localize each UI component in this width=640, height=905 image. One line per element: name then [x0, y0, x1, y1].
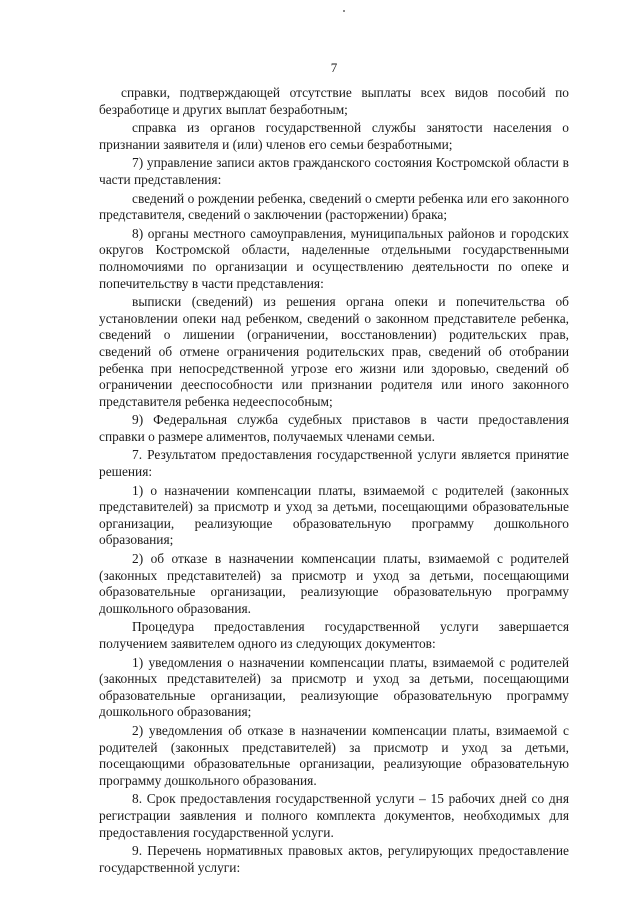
paragraph: справка из органов государственной службы занятости населения о признании заявителя и (или) членов его семьи безработными; [99, 120, 569, 152]
paragraph: 1) о назначении компенсации платы, взимаемой с родителей (законных представителей) за присмотр и уход за детьми, посещающими образовательные организации, реализующие образовательную программу дошкольного образования; [99, 482, 569, 548]
paragraph: 9. Перечень нормативных правовых актов, регулирующих предоставление государственной услуги: [99, 843, 569, 875]
paragraph: 1) уведомления о назначении компенсации платы, взимаемой с родителей (законных представителей) за присмотр и уход за детьми, посещающими образовательные организации, реализующие образовательную программу дошкольного образования; [99, 654, 569, 720]
paragraph: 7) управление записи актов гражданского состояния Костромской области в части представления: [99, 155, 569, 187]
document-body [99, 85, 569, 878]
paragraph: 7. Результатом предоставления государственной услуги является принятие решения: [99, 447, 569, 480]
paragraph: справки, подтверждающей отсутствие выплаты всех видов пособий по безработице и других выплат безработным; [99, 85, 569, 117]
paragraph: 8. Срок предоставления государственной услуги – 15 рабочих дней со дня регистрации заявления и полного комплекта документов, необходимых для предоставления государственной услуги. [99, 791, 569, 840]
paragraph: выписки (сведений) из решения органа опеки и попечительства об установлении опеки над ребенком, сведений о законном представителе ребенка, сведений о лишении (ограничении, восстановлении) родительских прав, сведений об отмене ограничения родительских прав, сведений об отобрании ребенка при непосредственной угрозе его жизни или здоровью, сведений об ограничении дееспособности или признании родителя или иного законного представителя ребенка недееспособным; [99, 294, 569, 409]
paragraph: сведений о рождении ребенка, сведений о смерти ребенка или его законного представителя, сведений о заключении (расторжении) брака; [99, 190, 569, 223]
paragraph: 9) Федеральная служба судебных приставов в части предоставления справки о размере алиментов, получаемых членами семьи. [99, 412, 569, 444]
paragraph: 2) уведомления об отказе в назначении компенсации платы, взимаемой с родителей (законных представителей) за присмотр и уход за детьми, посещающими образовательные организации, реализующие образовательную программу дошкольного образования. [99, 722, 569, 788]
paragraph: 2) об отказе в назначении компенсации платы, взимаемой с родителей (законных представителей) за присмотр и уход за детьми, посещающими образовательные организации, реализующие образовательную программу дошкольного образования. [99, 551, 569, 616]
paragraph: 8) органы местного самоуправления, муниципальных районов и городских округов Костромской области, наделенные отдельными государственными полномочиями по организации и осуществлению деятельности по опеке и попечительству в части представления: [99, 225, 569, 291]
page-number: 7 [330, 60, 338, 75]
paragraph: Процедура предоставления государственной услуги завершается получением заявителем одного из следующих документов: [99, 619, 569, 651]
scan-artifact [343, 10, 345, 12]
